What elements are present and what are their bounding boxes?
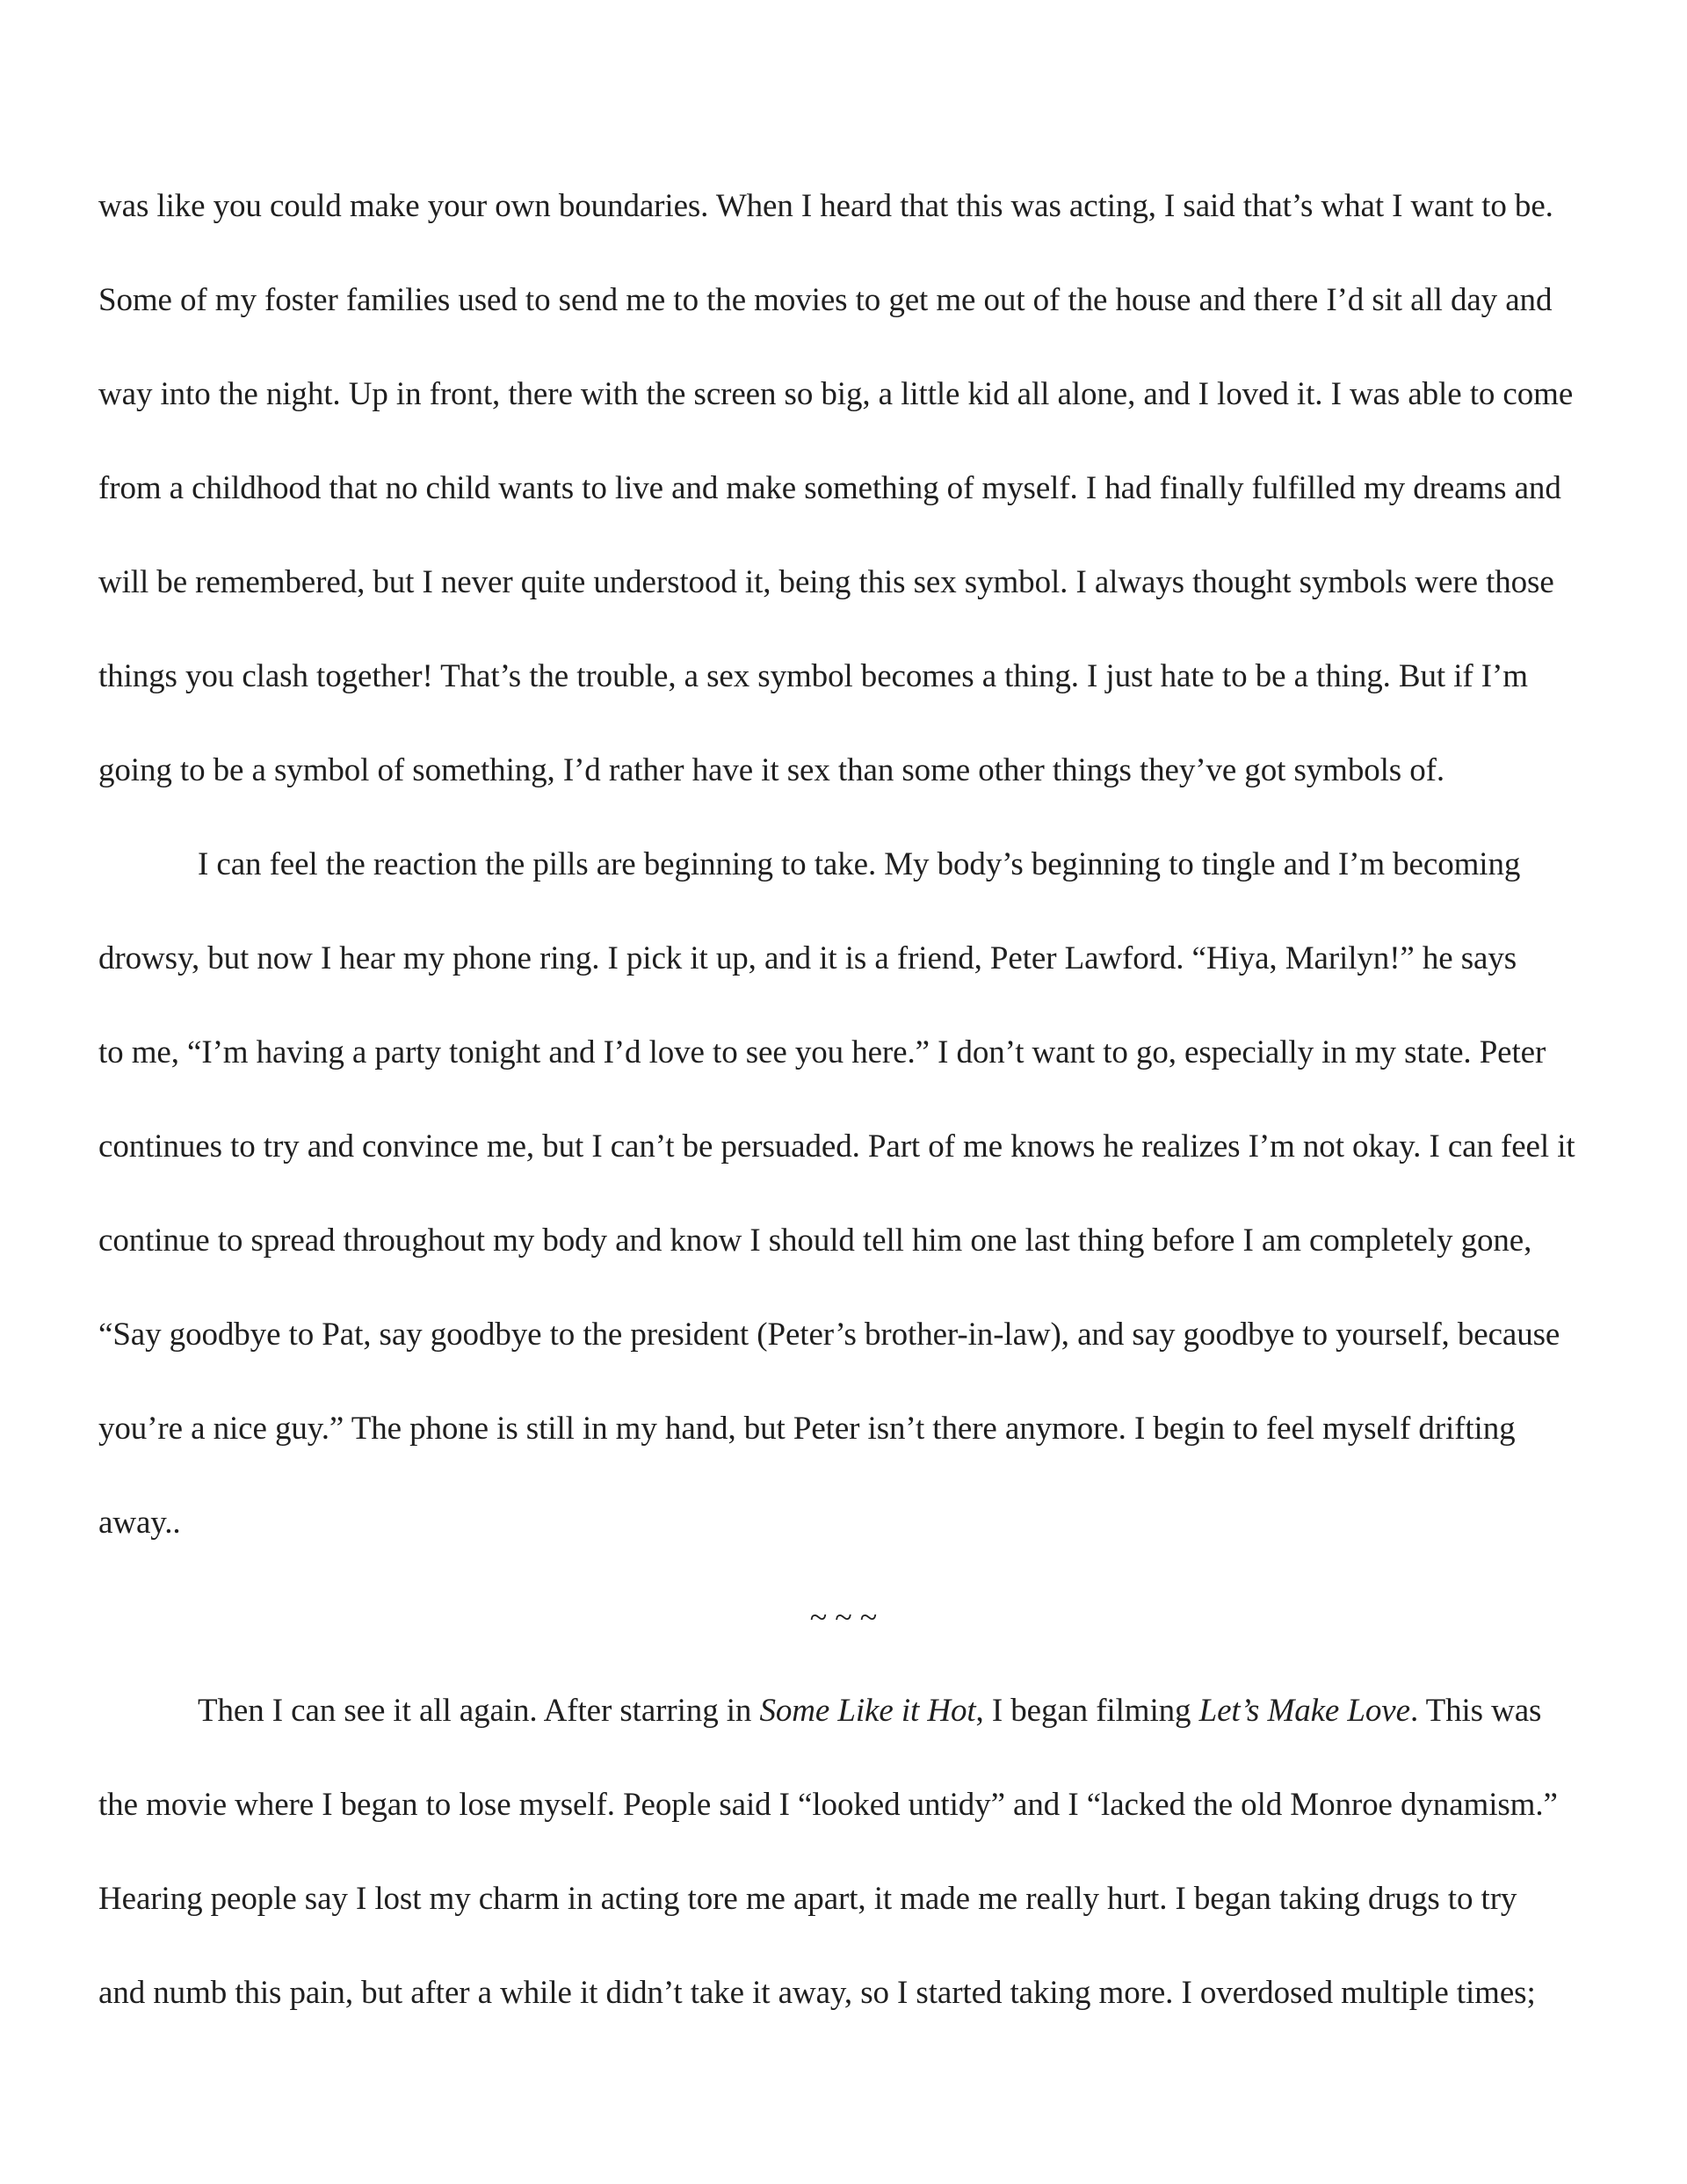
- text-line: Some of my foster families used to send me to the movies to get me out of the house and there I’d sit all day and: [98, 282, 1553, 318]
- text-span: , I began filming: [975, 1693, 1199, 1729]
- text-line: continues to try and convince me, but I can’t be persuaded. Part of me knows he realizes I’m not okay. I can feel it: [98, 1128, 1575, 1165]
- text-line: and numb this pain, but after a while it didn’t take it away, so I started taking more. I overdosed multiple times;: [98, 1975, 1536, 2011]
- text-span: . This was: [1409, 1693, 1542, 1729]
- text-line: to me, “I’m having a party tonight and I’d love to see you here.” I don’t want to go, especially in my state. Peter: [98, 1034, 1546, 1070]
- text-line: the movie where I began to lose myself. People said I “looked untidy” and I “lacked the old Monroe dynamism.”: [98, 1787, 1558, 1823]
- text-line: was like you could make your own boundaries. When I heard that this was acting, I said that’s what I want to be.: [98, 188, 1553, 224]
- text-line: you’re a nice guy.” The phone is still in my hand, but Peter isn’t there anymore. I begin to feel myself drifting: [98, 1411, 1516, 1447]
- text-line: Hearing people say I lost my charm in acting tore me apart, it made me really hurt. I began taking drugs to try: [98, 1881, 1517, 1917]
- text-line: will be remembered, but I never quite understood it, being this sex symbol. I always thought symbols were those: [98, 564, 1554, 600]
- text-line: [198, 1691, 1541, 1731]
- section-break: ~ ~ ~: [809, 1600, 878, 1635]
- text-line: away..: [98, 1505, 181, 1541]
- text-line: “Say goodbye to Pat, say goodbye to the president (Peter’s brother-in-law), and say goodbye to yourself, because: [98, 1317, 1560, 1353]
- text-line: way into the night. Up in front, there with the screen so big, a little kid all alone, and I loved it. I was able to come: [98, 376, 1574, 412]
- text-line: I can feel the reaction the pills are beginning to take. My body’s beginning to tingle and I’m becoming: [198, 846, 1521, 882]
- text-line: continue to spread throughout my body and know I should tell him one last thing before I am completely gone,: [98, 1223, 1532, 1259]
- text-line: from a childhood that no child wants to live and make something of myself. I had finally fulfilled my dreams and: [98, 470, 1561, 506]
- text-line: things you clash together! That’s the trouble, a sex symbol becomes a thing. I just hate to be a thing. But if I’m: [98, 658, 1528, 694]
- movie-title: Let’s Make Love: [1198, 1693, 1410, 1729]
- text-span: Then I can see it all again. After starring in: [198, 1693, 760, 1729]
- text-line: going to be a symbol of something, I’d rather have it sex than some other things they’ve got symbols of.: [98, 752, 1445, 788]
- text-line: drowsy, but now I hear my phone ring. I pick it up, and it is a friend, Peter Lawford. “Hiya, Marilyn!” he says: [98, 940, 1517, 976]
- movie-title: Some Like it Hot: [759, 1693, 976, 1729]
